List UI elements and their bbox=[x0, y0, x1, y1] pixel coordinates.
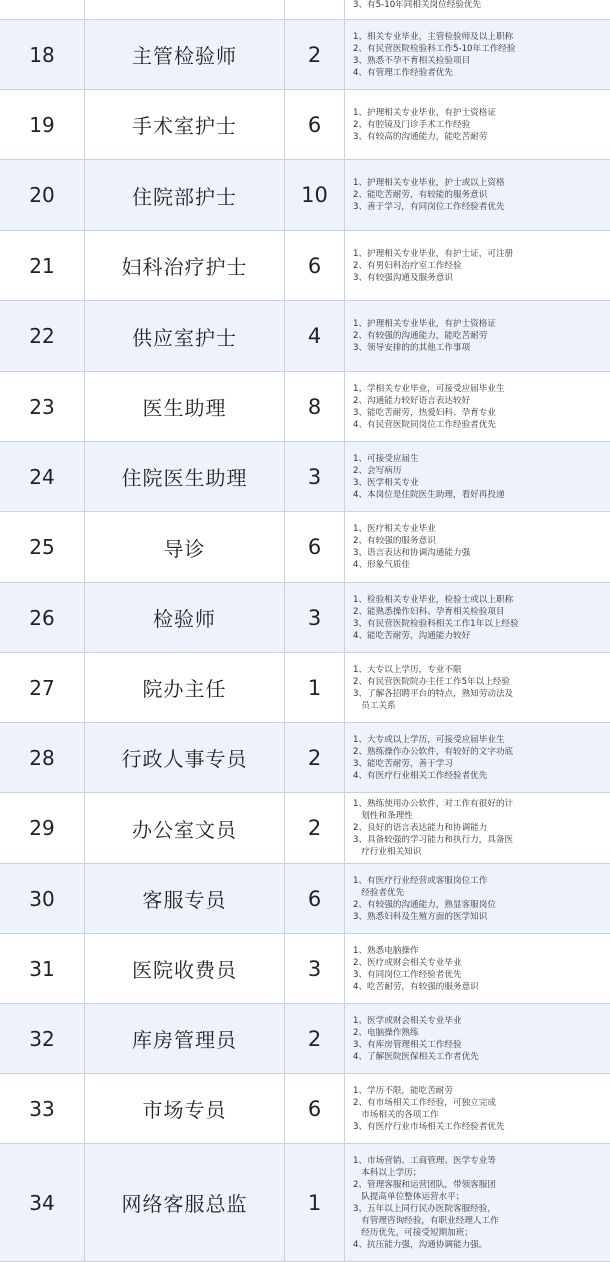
requirements-cell bbox=[345, 301, 610, 371]
requirement-line: 3、有民营医院检验科相关工作1年以上经验 bbox=[353, 618, 519, 629]
row-number: 18 bbox=[0, 20, 85, 89]
table-row bbox=[0, 231, 610, 301]
requirements-list bbox=[353, 1085, 505, 1133]
requirement-line: 2、管理客服和运营团队，带领客服团 bbox=[353, 1179, 496, 1190]
requirement-line: 3、有库房管理相关工作经验 bbox=[353, 1039, 462, 1050]
requirement-line: 2、能熟悉操作妇科、孕育相关检验项目 bbox=[353, 606, 505, 617]
requirements-cell bbox=[345, 512, 610, 582]
requirements-list bbox=[353, 453, 505, 501]
table-row bbox=[0, 20, 610, 90]
requirements-cell bbox=[345, 1144, 610, 1261]
position-name: 供应室护士 bbox=[85, 301, 285, 371]
requirement-line: 4、能吃苦耐劳，沟通能力较好 bbox=[353, 630, 471, 641]
requirement-line: 2、会写病历 bbox=[353, 465, 402, 476]
position-name: 行政人事专员 bbox=[85, 723, 285, 792]
requirement-line: 1、护理相关专业毕业，有护士资格证 bbox=[353, 319, 496, 329]
previous-row-requirement: 3、有5-10年同相关岗位经验优先 bbox=[353, 0, 482, 8]
requirement-line: 3、有较强沟通及服务意识 bbox=[353, 272, 453, 283]
requirement-line: 1、有医疗行业经营或客服岗位工作 bbox=[353, 875, 488, 886]
row-number: 28 bbox=[0, 723, 85, 792]
requirements-cell bbox=[345, 793, 610, 863]
requirement-line: 2、熟练操作办公软件，有较好的文字功底 bbox=[353, 746, 514, 757]
requirement-line: 1、医学或财会相关专业毕业 bbox=[353, 1015, 462, 1026]
headcount: 6 bbox=[285, 1074, 345, 1143]
requirements-cell bbox=[345, 160, 610, 230]
headcount: 4 bbox=[285, 301, 345, 371]
requirements-cell bbox=[345, 90, 610, 159]
requirement-line: 2、有男妇科治疗室工作经验 bbox=[353, 260, 462, 271]
requirements-list bbox=[353, 734, 513, 782]
row-number: 29 bbox=[0, 793, 85, 863]
requirement-line: 2、有较强的沟通能力，能吃苦耐劳 bbox=[353, 331, 488, 341]
table-row bbox=[0, 512, 610, 583]
table-row bbox=[0, 653, 610, 723]
requirement-line: 3、医学相关专业 bbox=[353, 477, 419, 488]
requirement-line: 2、有较强的沟通能力，熟显客服岗位 bbox=[353, 899, 496, 910]
requirement-line: 本科以上学历； bbox=[353, 1167, 422, 1178]
requirements-list bbox=[353, 594, 519, 642]
requirement-line: 3、具备较强的学习能力和执行力，具备医 bbox=[353, 835, 514, 845]
row-number: 30 bbox=[0, 864, 85, 933]
table-row bbox=[0, 934, 610, 1004]
position-name: 主管检验师 bbox=[85, 20, 285, 89]
position-name: 住院部护士 bbox=[85, 160, 285, 230]
table-row bbox=[0, 160, 610, 231]
requirements-list bbox=[353, 523, 470, 571]
requirement-line: 有管理咨询经验，有职业经理人工作 bbox=[353, 1215, 499, 1226]
position-name: 医生助理 bbox=[85, 372, 285, 441]
requirement-line: 4、抗压能力强，沟通协调能力强。 bbox=[353, 1239, 488, 1250]
headcount: 6 bbox=[285, 864, 345, 933]
requirement-line: 1、大专以上学历，专业不限 bbox=[353, 664, 462, 675]
requirement-line: 疗行业相关知识 bbox=[353, 847, 422, 857]
requirement-line: 2、有民营医院院办主任工作5年以上经验 bbox=[353, 676, 511, 687]
requirements-cell bbox=[345, 934, 610, 1003]
headcount: 2 bbox=[285, 20, 345, 89]
requirement-line: 1、熟练使用办公软件，对工作有很好的计 bbox=[353, 799, 514, 809]
requirement-line: 2、电脑操作熟练 bbox=[353, 1027, 419, 1038]
requirement-line: 3、五年以上同行民办医院客服经验， bbox=[353, 1203, 496, 1214]
requirements-list bbox=[353, 248, 513, 284]
requirement-line: 1、熟悉电脑操作 bbox=[353, 945, 419, 956]
requirements-list bbox=[353, 383, 505, 431]
requirement-line: 4、形象气质佳 bbox=[353, 560, 411, 570]
position-name: 检验师 bbox=[85, 583, 285, 652]
row-number: 21 bbox=[0, 231, 85, 300]
requirement-line: 3、能吃苦耐劳，善于学习 bbox=[353, 758, 453, 769]
requirements-list bbox=[353, 875, 496, 923]
requirement-line: 4、吃苦耐劳，有较强的服务意识 bbox=[353, 981, 479, 992]
headcount: 6 bbox=[285, 231, 345, 300]
requirement-line: 1、护理相关专业毕业，有护士证，可注册 bbox=[353, 248, 514, 259]
position-name: 导诊 bbox=[85, 512, 285, 582]
requirement-line: 4、有管理工作经验者优先 bbox=[353, 67, 453, 78]
row-number: 34 bbox=[0, 1144, 85, 1261]
requirements-list bbox=[353, 1155, 499, 1251]
headcount: 6 bbox=[285, 90, 345, 159]
requirements-cell bbox=[345, 231, 610, 300]
position-name: 办公室文员 bbox=[85, 793, 285, 863]
table-row bbox=[0, 1074, 610, 1144]
requirement-line: 1、可接受应届生 bbox=[353, 453, 419, 464]
requirement-line: 3、能吃苦耐劳，热爱妇科、孕育专业 bbox=[353, 407, 496, 418]
headcount: 1 bbox=[285, 653, 345, 722]
requirement-line: 2、有较强的服务意识 bbox=[353, 536, 436, 546]
requirement-line: 2、能吃苦耐劳，有较能的服务意识 bbox=[353, 190, 488, 200]
requirement-line: 3、语言表达和协调沟通能力强 bbox=[353, 548, 471, 558]
requirement-line: 3、熟悉妇科及生殖方面的医学知识 bbox=[353, 911, 488, 922]
requirements-list bbox=[353, 31, 515, 79]
requirement-line: 2、沟通能力较好语言表达较好 bbox=[353, 395, 471, 406]
headcount: 3 bbox=[285, 442, 345, 511]
requirements-list bbox=[353, 107, 496, 143]
requirement-line: 4、了解医院医保相关工作者优先 bbox=[353, 1051, 479, 1062]
requirement-line: 经历优先，可接受短期加班； bbox=[353, 1227, 473, 1238]
headcount: 1 bbox=[285, 1144, 345, 1261]
requirement-line: 3、有较高的沟通能力，能吃苦耐劳 bbox=[353, 131, 488, 142]
requirement-line: 员工关系 bbox=[353, 700, 396, 711]
table-row bbox=[0, 723, 610, 793]
requirement-line: 4、有民营医院同岗位工作经验者优先 bbox=[353, 419, 496, 430]
row-number: 24 bbox=[0, 442, 85, 511]
row-number: 23 bbox=[0, 372, 85, 441]
row-number: 27 bbox=[0, 653, 85, 722]
requirements-cell bbox=[345, 1004, 610, 1073]
requirement-line: 2、有民营医院检验科工作5-10年工作经验 bbox=[353, 43, 516, 54]
headcount: 2 bbox=[285, 723, 345, 792]
requirements-list bbox=[353, 798, 513, 858]
requirement-line: 经验者优先 bbox=[353, 887, 405, 898]
requirement-line: 2、医疗或财会相关专业毕业 bbox=[353, 957, 462, 968]
requirement-line: 划性和条理性 bbox=[353, 811, 413, 821]
position-name: 客服专员 bbox=[85, 864, 285, 933]
headcount: 8 bbox=[285, 372, 345, 441]
previous-row-fragment bbox=[0, 0, 610, 20]
requirement-line: 3、领导安排的的其他工作事项 bbox=[353, 343, 471, 353]
headcount: 10 bbox=[285, 160, 345, 230]
headcount: 2 bbox=[285, 793, 345, 863]
requirement-line: 1、检验相关专业毕业，检验士或以上职称 bbox=[353, 594, 514, 605]
requirements-cell bbox=[345, 864, 610, 933]
requirements-cell bbox=[345, 723, 610, 792]
headcount: 3 bbox=[285, 583, 345, 652]
requirement-line: 1、学相关专业毕业，可接受应届毕业生 bbox=[353, 383, 505, 394]
requirement-line: 队提高单位整体运营水平； bbox=[353, 1191, 465, 1202]
requirement-line: 3、有同岗位工作经验者优先 bbox=[353, 969, 462, 980]
requirements-cell bbox=[345, 442, 610, 511]
row-number: 22 bbox=[0, 301, 85, 371]
requirement-line: 4、有医疗行业相关工作经验者优先 bbox=[353, 770, 488, 781]
requirement-line: 4、本岗位是住院医生助理，看好再投递 bbox=[353, 489, 505, 500]
requirement-line: 市场相关的各项工作 bbox=[353, 1109, 439, 1120]
requirement-line: 2、良好的语言表达能力和协调能力 bbox=[353, 823, 488, 833]
row-number: 25 bbox=[0, 512, 85, 582]
requirement-line: 1、护理相关专业毕业，护士或以上资格 bbox=[353, 178, 505, 188]
headcount: 6 bbox=[285, 512, 345, 582]
requirements-cell bbox=[345, 372, 610, 441]
requirements-cell bbox=[345, 653, 610, 722]
requirement-line: 3、善于学习，有同岗位工作经验者优先 bbox=[353, 202, 505, 212]
requirements-list bbox=[353, 318, 496, 354]
headcount: 3 bbox=[285, 934, 345, 1003]
position-name: 院办主任 bbox=[85, 653, 285, 722]
table-row bbox=[0, 1004, 610, 1074]
requirements-list bbox=[353, 1015, 479, 1063]
row-number: 26 bbox=[0, 583, 85, 652]
position-name: 医院收费员 bbox=[85, 934, 285, 1003]
requirement-line: 3、熟悉不孕不育相关检验项目 bbox=[353, 55, 471, 66]
requirements-list bbox=[353, 664, 513, 712]
row-number: 33 bbox=[0, 1074, 85, 1143]
table-row bbox=[0, 301, 610, 372]
position-name: 手术室护士 bbox=[85, 90, 285, 159]
requirements-cell bbox=[345, 20, 610, 89]
position-name: 网络客服总监 bbox=[85, 1144, 285, 1261]
position-name: 市场专员 bbox=[85, 1074, 285, 1143]
position-name: 住院医生助理 bbox=[85, 442, 285, 511]
headcount: 2 bbox=[285, 1004, 345, 1073]
table-row bbox=[0, 90, 610, 160]
row-number: 19 bbox=[0, 90, 85, 159]
requirement-line: 3、有医疗行业市场相关工作经验者优先 bbox=[353, 1121, 505, 1132]
table-row bbox=[0, 583, 610, 653]
row-number: 31 bbox=[0, 934, 85, 1003]
requirement-line: 1、大专或以上学历，可接受应届毕业生 bbox=[353, 734, 505, 745]
table-row bbox=[0, 1144, 610, 1262]
row-number: 32 bbox=[0, 1004, 85, 1073]
row-number: 20 bbox=[0, 160, 85, 230]
table-row bbox=[0, 442, 610, 512]
requirement-line: 1、医疗相关专业毕业 bbox=[353, 524, 436, 534]
requirements-cell bbox=[345, 1074, 610, 1143]
requirements-list bbox=[353, 945, 479, 993]
requirements-cell bbox=[345, 583, 610, 652]
requirement-line: 2、有市场相关工作经验，可独立完成 bbox=[353, 1097, 496, 1108]
requirement-line: 1、学历不限，能吃苦耐劳 bbox=[353, 1085, 453, 1096]
requirement-line: 1、相关专业毕业，主管检验师及以上职称 bbox=[353, 31, 514, 42]
table-row bbox=[0, 793, 610, 864]
position-name: 妇科治疗护士 bbox=[85, 231, 285, 300]
requirements-list bbox=[353, 177, 505, 213]
requirement-line: 1、护理相关专业毕业，有护士资格证 bbox=[353, 107, 496, 118]
requirement-line: 3、了解各招聘平台的特点，熟知劳动法及 bbox=[353, 688, 514, 699]
requirement-line: 2、有腔镜及门诊手术工作经验 bbox=[353, 119, 471, 130]
table-row bbox=[0, 864, 610, 934]
table-row bbox=[0, 372, 610, 442]
requirement-line: 1、市场营销、工商管理、医学专业等 bbox=[353, 1155, 496, 1166]
position-name: 库房管理员 bbox=[85, 1004, 285, 1073]
